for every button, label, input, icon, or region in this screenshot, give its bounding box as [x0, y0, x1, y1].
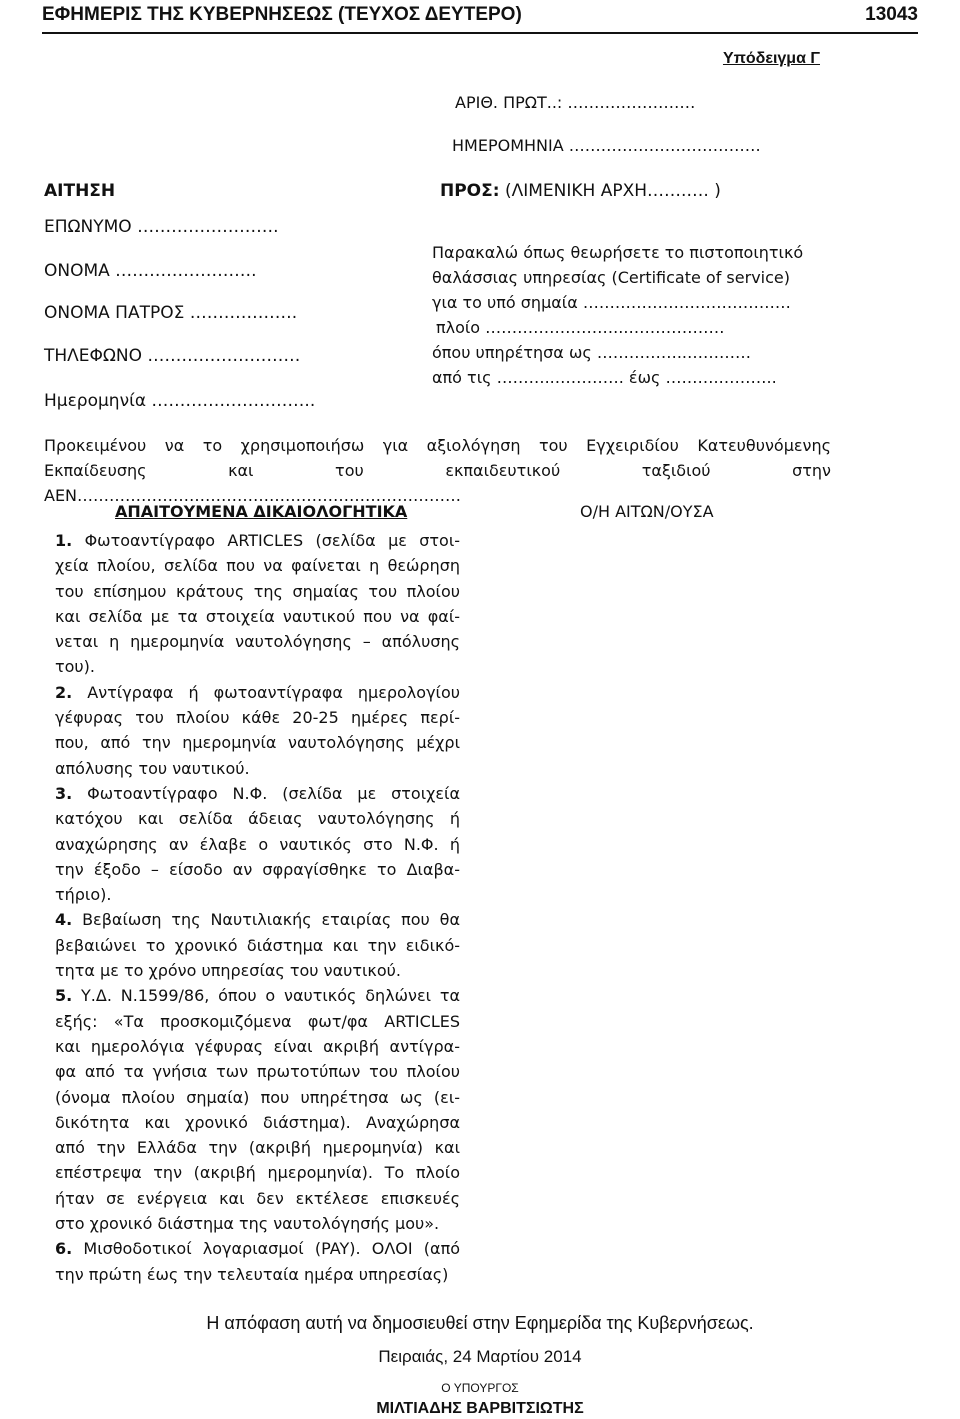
recipient-label: ΠΡΟΣ:	[440, 181, 500, 201]
document-item-line	[55, 1085, 460, 1110]
document-item-number: 5.	[55, 986, 73, 1006]
document-item-line	[55, 604, 460, 629]
document-item-text: ήταν σε ενέργεια και δεν εκτέλεσε επισκευές	[55, 1188, 460, 1208]
document-item-text: τήριο).	[55, 885, 112, 905]
document-item-line	[55, 680, 460, 705]
header-rule	[42, 32, 918, 34]
document-item-line	[55, 907, 460, 932]
document-item-line	[55, 933, 460, 958]
document-item-text: και ημερολόγια γέφυρας είναι ακριβή αντίγρα-	[55, 1036, 460, 1056]
document-item-text: εξής: «Τα προσκομιζόμενα φωτ/φα ARTICLES	[55, 1011, 460, 1031]
document-item-text: Βεβαίωση της Ναυτιλιακής εταιρίας που θα	[82, 910, 460, 930]
document-item-text: από την Ελλάδα την (ακριβή ημερομηνία) και	[55, 1138, 460, 1158]
document-item-line	[55, 705, 460, 730]
document-item-line	[55, 756, 460, 781]
document-item-text: (όνομα πλοίου σημαία) που υπηρέτησα ως (ει-	[55, 1087, 460, 1107]
document-item-text: κατόχου και σελίδα άδειας ναυτολόγησης ή	[55, 809, 460, 829]
document-item-number: 6.	[55, 1239, 73, 1259]
name-field: ΟΝΟΜΑ …………………….	[44, 261, 257, 281]
document-item-text: την έξοδο – είσοδο αν σφραγίσθηκε το Διαβα-	[55, 859, 460, 879]
page-number: 13043	[865, 4, 918, 25]
document-item-text: Μισθοδοτικοί λογαριασμοί (PAY). ΟΛΟΙ (από	[83, 1239, 460, 1259]
publication-note: Η απόφαση αυτή να δημοσιευθεί στην Εφημερίδα της Κυβερνήσεως.	[206, 1313, 754, 1333]
document-item-text: χεία πλοίου, σελίδα που να φαίνεται η θεώρηση	[55, 556, 460, 576]
document-item-text: Υ.Δ. Ν.1599/86, όπου ο ναυτικός δηλώνει τα	[81, 986, 460, 1006]
document-item-line	[55, 832, 460, 857]
document-item-line	[55, 1110, 460, 1135]
request-line: Παρακαλώ όπως θεωρήσετε το πιστοποιητικό	[432, 243, 804, 262]
document-item-line	[55, 857, 460, 882]
document-item-line	[55, 1009, 460, 1034]
document-item-text: τητα με το χρόνο υπηρεσίας του ναυτικού.	[55, 961, 401, 981]
document-item-line	[55, 528, 460, 553]
document-item-text: Φωτοαντίγραφο ARTICLES (σελίδα με στοι-	[84, 531, 461, 550]
document-item-text: απόλυσης του ναυτικού.	[55, 758, 250, 778]
document-item-line	[55, 781, 460, 806]
document-item-line	[55, 1135, 460, 1160]
document-item-text: νεται η ημερομηνία ναυτολόγησης – απόλυσης	[55, 632, 460, 652]
document-item-line	[55, 1262, 460, 1287]
document-item-line	[55, 730, 460, 755]
document-item-text: γέφυρας του πλοίου κάθε 20-25 ημέρες περί-	[55, 708, 460, 728]
document-item-text: φα από τα γνήσια των πρωτοτύπων του πλοίου	[55, 1062, 460, 1082]
document-item-text: επέστρεψα την (ακριβή ημερομηνία). Το πλοίο	[55, 1163, 460, 1183]
phone-field: ΤΗΛΕΦΩΝΟ ………………………	[44, 346, 301, 366]
recipient-line	[440, 181, 721, 201]
document-item-number: 2.	[55, 682, 73, 702]
minister-role: Ο ΥΠΟΥΡΓΟΣ	[441, 1381, 519, 1395]
surname-field: ΕΠΩΝΥΜΟ …………………….	[44, 217, 279, 237]
document-item-line	[55, 1211, 460, 1236]
applicant-signature-label: Ο/Η ΑΙΤΩΝ/ΟΥΣΑ	[580, 502, 714, 521]
document-item-line	[55, 1034, 460, 1059]
documents-list	[55, 528, 460, 1287]
document-item-text: που, από την ημερομηνία ναυτολόγησης μέχρι	[55, 733, 460, 753]
running-head: ΕΦΗΜΕΡΙΣ ΤΗΣ ΚΥΒΕΡΝΗΣΕΩΣ (ΤΕΥΧΟΣ ΔΕΥΤΕΡΟ)	[42, 4, 522, 25]
document-item-line	[55, 806, 460, 831]
document-item-text: του επίσημου κράτους της σημαίας του πλοίου	[55, 581, 460, 601]
date-field: ΗΜΕΡΟΜΗΝΙΑ ………………………………	[452, 136, 761, 155]
application-date-field: Ημερομηνία ………………………..	[44, 391, 316, 411]
protocol-number-field: ΑΡΙΘ. ΠΡΩΤ..: ……………………	[455, 93, 696, 112]
minister-name: ΜΙΛΤΙΑΔΗΣ ΒΑΡΒΙΤΣΙΩΤΗΣ	[376, 1400, 584, 1417]
purpose-paragraph: Προκειμένου να το χρησιμοποιήσω για αξιολόγηση του Εγχειριδίου Κατευθυνόμενης Εκπαίδευσης και του εκπαιδευτικού ταξιδιού στην ΑΕΝ………………………………………………………………	[44, 436, 831, 505]
document-item-text: την πρώτη έως την τελευταία ημέρα υπηρεσίας)	[55, 1264, 449, 1284]
document-item-line	[55, 1059, 460, 1084]
request-line: πλοίο ……………………...………………	[436, 318, 725, 337]
application-title: ΑΙΤΗΣΗ	[44, 181, 116, 201]
document-item-line	[55, 958, 460, 983]
document-item-line	[55, 1186, 460, 1211]
document-item-line	[55, 629, 460, 654]
document-item-text: αναχώρησης αν έλαβε ο ναυτικός στο Ν.Φ. ή	[55, 834, 460, 854]
document-item-text: Φωτοαντίγραφο Ν.Φ. (σελίδα με στοιχεία	[87, 783, 460, 803]
request-line: από τις ………..…………. έως ……….………..	[432, 368, 777, 387]
recipient-value: (ΛΙΜΕΝΙΚΗ ΑΡΧΗ…….…. )	[499, 181, 721, 201]
document-item-line	[55, 1236, 460, 1261]
document-item-text: του).	[55, 657, 96, 677]
sample-label: Υπόδειγμα Γ	[722, 50, 820, 67]
place-date: Πειραιάς, 24 Μαρτίου 2014	[378, 1347, 582, 1366]
document-item-line	[55, 983, 460, 1008]
document-item-line	[55, 553, 460, 578]
document-item-line	[55, 882, 460, 907]
document-item-number: 3.	[55, 783, 73, 803]
document-item-text: δικότητα και χρονικό διάστημα). Αναχώρησα	[55, 1112, 460, 1132]
document-item-line	[55, 579, 460, 604]
request-line: όπου υπηρέτησα ως ……………..…………	[432, 343, 751, 362]
document-item-number: 4.	[55, 910, 73, 930]
document-item-text: Αντίγραφα ή φωτοαντίγραφα ημερολογίου	[87, 682, 460, 702]
document-item-line	[55, 654, 460, 679]
document-item-line	[55, 1160, 460, 1185]
document-item-text: στο χρονικό διάστημα της ναυτολόγησής μου».	[55, 1214, 440, 1234]
father-name-field: ΟΝΟΜΑ ΠΑΤΡΟΣ ……………….	[44, 303, 298, 323]
document-item-text: και σελίδα με τα στοιχεία ναυτικού που να φαί-	[55, 606, 460, 626]
request-text	[432, 240, 822, 390]
request-line: θαλάσσιας υπηρεσίας (Certificate of service)	[432, 268, 790, 287]
documents-title: ΑΠΑΙΤΟΥΜΕΝΑ ΔΙΚΑΙΟΛΟΓΗΤΙΚΑ	[115, 502, 408, 521]
document-item-text: βεβαιώνει το χρονικό διάστημα και την ειδικό-	[55, 935, 460, 955]
request-line: για το υπό σημαία …………………………………	[432, 293, 791, 312]
document-item-number: 1.	[55, 531, 73, 550]
